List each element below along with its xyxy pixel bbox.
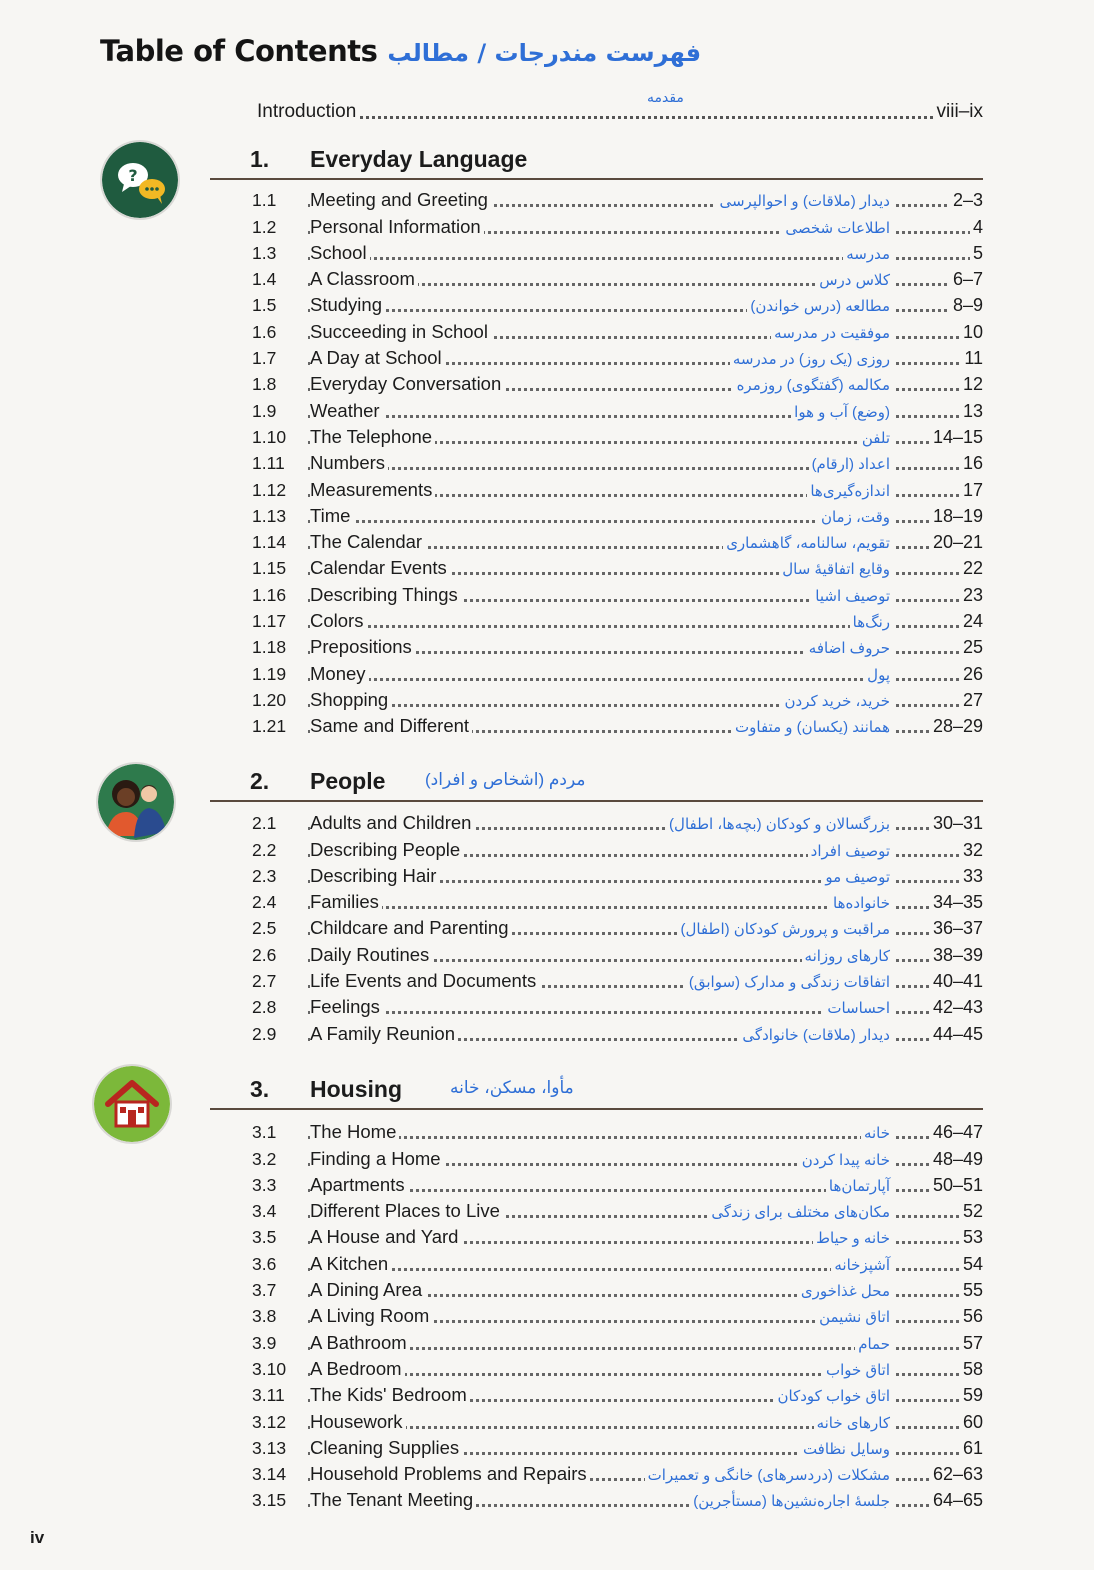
entry-number: 1.7 bbox=[252, 348, 277, 369]
toc-entry[interactable] bbox=[252, 864, 983, 890]
entry-title: Weather bbox=[310, 400, 383, 422]
toc-entry[interactable] bbox=[252, 1278, 983, 1304]
house-icon bbox=[94, 1066, 170, 1142]
entry-page: 13 bbox=[960, 401, 983, 422]
entry-title: Housework bbox=[310, 1411, 406, 1433]
toc-entry[interactable] bbox=[252, 1409, 983, 1435]
entry-page: 42–43 bbox=[930, 997, 983, 1018]
entry-number: 3.2 bbox=[252, 1148, 277, 1169]
entry-title: Daily Routines bbox=[310, 944, 432, 966]
entry-page: 60 bbox=[960, 1412, 983, 1433]
entry-number: 3.15 bbox=[252, 1490, 287, 1511]
entry-title-persian: وقت، زمان bbox=[818, 508, 893, 526]
entry-title: Different Places to Live bbox=[310, 1200, 503, 1222]
entry-page: 33 bbox=[960, 866, 983, 887]
toc-entry[interactable] bbox=[252, 319, 983, 345]
entry-title-persian: مطالعه (درس خواندن) bbox=[747, 297, 893, 315]
entry-title-persian: اندازه‌گیری‌ها bbox=[807, 482, 893, 500]
entry-title: Colors bbox=[310, 610, 366, 632]
entry-title: Calendar Events bbox=[310, 557, 450, 579]
entry-number: 2.3 bbox=[252, 865, 277, 886]
entry-title-persian: کارهای روزانه bbox=[802, 947, 893, 965]
entry-title-persian: حروف اضافه bbox=[806, 639, 893, 657]
toc-entry[interactable] bbox=[252, 1225, 983, 1251]
entry-page: 46–47 bbox=[930, 1122, 983, 1143]
entry-title-persian: مشکلات (دردسرهای) خانگی و تعمیرات bbox=[645, 1466, 893, 1484]
entry-number: 1.2 bbox=[252, 216, 277, 237]
toc-entry[interactable] bbox=[252, 372, 983, 398]
entry-page: 17 bbox=[960, 480, 983, 501]
entry-page: 64–65 bbox=[930, 1490, 983, 1511]
entry-page: 32 bbox=[960, 840, 983, 861]
toc-entry[interactable] bbox=[252, 1436, 983, 1462]
entry-page: 18–19 bbox=[930, 506, 983, 527]
entry-title-persian: دیدار (ملاقات) و احوالپرسی bbox=[716, 192, 893, 210]
entry-title-persian: حمام bbox=[855, 1335, 893, 1353]
entry-title-persian: اتفاقات زندگی و مدارک (سوابق) bbox=[686, 973, 893, 991]
toc-entry[interactable] bbox=[252, 1304, 983, 1330]
toc-entry[interactable] bbox=[252, 995, 983, 1021]
entry-page: 28–29 bbox=[930, 716, 983, 737]
entry-number: 1.8 bbox=[252, 374, 277, 395]
dot-leader bbox=[257, 116, 983, 119]
entry-number: 2.4 bbox=[252, 892, 277, 913]
entry-title-persian: توصیف اشیا bbox=[812, 587, 893, 605]
entry-title-persian: تقویم، سالنامه، گاهشماری bbox=[723, 534, 893, 552]
people-icon bbox=[98, 764, 174, 840]
toc-entry[interactable] bbox=[252, 1330, 983, 1356]
entry-title-persian: خانه و حیاط bbox=[813, 1229, 893, 1247]
entry-page: 34–35 bbox=[930, 892, 983, 913]
entry-page: 36–37 bbox=[930, 918, 983, 939]
entry-title-persian: اتاق خواب bbox=[823, 1361, 893, 1379]
entry-page: 62–63 bbox=[930, 1464, 983, 1485]
entry-title: Prepositions bbox=[310, 636, 415, 658]
entry-title: Apartments bbox=[310, 1174, 408, 1196]
entry-page: 59 bbox=[960, 1385, 983, 1406]
entry-title: Measurements bbox=[310, 479, 435, 501]
entry-title-persian: پول bbox=[864, 666, 893, 684]
entry-number: 3.10 bbox=[252, 1358, 287, 1379]
entry-number: 1.21 bbox=[252, 716, 287, 737]
entry-number: 1.15 bbox=[252, 558, 287, 579]
entry-title: The Calendar bbox=[310, 531, 425, 553]
toc-entry[interactable] bbox=[252, 214, 983, 240]
entry-number: 3.11 bbox=[252, 1385, 285, 1406]
entry-number: 3.12 bbox=[252, 1411, 287, 1432]
toc-entry[interactable] bbox=[252, 942, 983, 968]
toc-entry[interactable] bbox=[252, 477, 983, 503]
toc-entry[interactable] bbox=[252, 969, 983, 995]
entry-number: 1.11 bbox=[252, 453, 285, 474]
toc-entry[interactable] bbox=[252, 556, 983, 582]
introduction-row[interactable] bbox=[257, 89, 983, 125]
entry-number: 1.19 bbox=[252, 663, 287, 684]
introduction-pages: viii–ix bbox=[933, 101, 983, 123]
entry-title: Time bbox=[310, 505, 353, 527]
entry-number: 1.10 bbox=[252, 426, 287, 447]
entry-number: 3.5 bbox=[252, 1227, 277, 1248]
entry-number: 1.20 bbox=[252, 689, 287, 710]
entry-number: 1.9 bbox=[252, 400, 277, 421]
entry-title-persian: وسایل نظافت bbox=[800, 1440, 893, 1458]
entry-page: 8–9 bbox=[950, 295, 983, 316]
entry-number: 1.4 bbox=[252, 269, 277, 290]
svg-text:?: ? bbox=[128, 166, 138, 185]
entry-title-persian: مدرسه bbox=[843, 245, 893, 263]
entry-page: 10 bbox=[960, 322, 983, 343]
entry-number: 1.3 bbox=[252, 242, 277, 263]
speech-bubbles-icon bbox=[102, 142, 178, 218]
entry-title-persian: آشپزخانه bbox=[831, 1256, 893, 1274]
entry-page: 23 bbox=[960, 585, 983, 606]
entry-page: 25 bbox=[960, 637, 983, 658]
entry-page: 24 bbox=[960, 611, 983, 632]
entry-title: Numbers bbox=[310, 452, 388, 474]
entry-number: 3.8 bbox=[252, 1306, 277, 1327]
entry-title-persian: (وضع) آب و هوا bbox=[791, 403, 893, 421]
entry-number: 3.1 bbox=[252, 1122, 277, 1143]
entry-title: Childcare and Parenting bbox=[310, 917, 512, 939]
section-rule bbox=[210, 1108, 983, 1110]
entry-number: 1.18 bbox=[252, 637, 287, 658]
entry-title-persian: آپارتمان‌ها bbox=[826, 1177, 893, 1195]
toc-list-section-3 bbox=[252, 1120, 983, 1514]
entry-title-persian: خانه bbox=[861, 1124, 893, 1142]
toc-entry[interactable] bbox=[252, 714, 983, 740]
entry-number: 3.6 bbox=[252, 1253, 277, 1274]
entry-title-persian: محل غذاخوری bbox=[798, 1282, 893, 1300]
section-header-people bbox=[210, 768, 983, 802]
entry-title: Money bbox=[310, 663, 369, 685]
section-title: Everyday Language bbox=[310, 146, 528, 172]
entry-title-persian: اتاق خواب کودکان bbox=[775, 1387, 894, 1405]
entry-title: The Tenant Meeting bbox=[310, 1489, 476, 1511]
toc-entry[interactable] bbox=[252, 425, 983, 451]
entry-title: Finding a Home bbox=[310, 1148, 444, 1170]
toc-entry[interactable] bbox=[252, 398, 983, 424]
entry-title: Personal Information bbox=[310, 216, 484, 238]
entry-title-persian: کارهای خانه bbox=[814, 1414, 893, 1432]
toc-entry[interactable] bbox=[252, 1199, 983, 1225]
entry-number: 3.14 bbox=[252, 1464, 287, 1485]
toc-list-section-2 bbox=[252, 811, 983, 1048]
section-header-everyday-language bbox=[210, 146, 983, 180]
toc-entry[interactable] bbox=[252, 293, 983, 319]
entry-title: A Classroom bbox=[310, 268, 418, 290]
entry-page: 6–7 bbox=[950, 269, 983, 290]
toc-entry[interactable] bbox=[252, 916, 983, 942]
toc-entry[interactable] bbox=[252, 661, 983, 687]
entry-title: A Kitchen bbox=[310, 1253, 391, 1275]
entry-title: Feelings bbox=[310, 996, 383, 1018]
entry-page: 61 bbox=[960, 1438, 983, 1459]
entry-title-persian: مکالمه (گفتگوی) روزمره bbox=[734, 376, 893, 394]
entry-title-persian: همانند (یکسان) و متفاوت bbox=[732, 718, 893, 736]
entry-title: Describing People bbox=[310, 839, 463, 861]
section-number: 3. bbox=[250, 1076, 270, 1102]
entry-title: The Telephone bbox=[310, 426, 435, 448]
entry-title: Everyday Conversation bbox=[310, 373, 504, 395]
introduction-label: Introduction bbox=[257, 101, 360, 123]
entry-title: Adults and Children bbox=[310, 812, 474, 834]
section-rule bbox=[210, 178, 983, 180]
section-title: People bbox=[310, 768, 386, 794]
entry-title-persian: توصیف مو bbox=[822, 868, 893, 886]
entry-title-persian: مراقبت و پرورش کودکان (اطفال) bbox=[677, 920, 893, 938]
entry-number: 1.1 bbox=[252, 190, 277, 211]
entry-number: 3.13 bbox=[252, 1437, 287, 1458]
entry-title: A Dining Area bbox=[310, 1279, 425, 1301]
entry-page: 5 bbox=[970, 243, 983, 264]
entry-page: 11 bbox=[961, 348, 983, 369]
entry-number: 1.16 bbox=[252, 584, 287, 605]
entry-title: Succeeding in School bbox=[310, 321, 491, 343]
entry-title: A Bathroom bbox=[310, 1332, 410, 1354]
entry-title-persian: دیدار (ملاقات) خانوادگی bbox=[739, 1026, 893, 1044]
entry-title: Life Events and Documents bbox=[310, 970, 539, 992]
toc-list-section-1 bbox=[252, 188, 983, 740]
toc-entry[interactable] bbox=[252, 188, 983, 214]
page-number: iv bbox=[30, 1528, 45, 1547]
entry-page: 12 bbox=[960, 374, 983, 395]
entry-page: 14–15 bbox=[930, 427, 983, 448]
toc-entry[interactable] bbox=[252, 267, 983, 293]
toc-entry[interactable] bbox=[252, 582, 983, 608]
entry-number: 1.12 bbox=[252, 479, 287, 500]
entry-page: 26 bbox=[960, 664, 983, 685]
toc-entry[interactable] bbox=[252, 1173, 983, 1199]
entry-number: 1.6 bbox=[252, 321, 277, 342]
entry-title: Describing Hair bbox=[310, 865, 439, 887]
entry-title-persian: اتاق نشیمن bbox=[816, 1308, 893, 1326]
entry-title: The Home bbox=[310, 1121, 399, 1143]
entry-number: 3.7 bbox=[252, 1280, 277, 1301]
entry-number: 2.9 bbox=[252, 1023, 277, 1044]
entry-title-persian: توصیف افراد bbox=[808, 842, 893, 860]
entry-page: 57 bbox=[960, 1333, 983, 1354]
entry-title: A Family Reunion bbox=[310, 1023, 458, 1045]
entry-title: A Day at School bbox=[310, 347, 445, 369]
section-title-persian: مأوا، مسکن، خانه bbox=[450, 1078, 574, 1097]
section-title-persian: مردم (اشخاص و افراد) bbox=[425, 770, 586, 789]
entry-page: 56 bbox=[960, 1306, 983, 1327]
toc-entry[interactable] bbox=[252, 1357, 983, 1383]
entry-page: 52 bbox=[960, 1201, 983, 1222]
entry-title: Cleaning Supplies bbox=[310, 1437, 462, 1459]
entry-number: 3.9 bbox=[252, 1332, 277, 1353]
entry-page: 55 bbox=[960, 1280, 983, 1301]
toc-entry[interactable] bbox=[252, 688, 983, 714]
entry-title-persian: اطلاعات شخصی bbox=[782, 219, 893, 237]
entry-title: The Kids' Bedroom bbox=[310, 1384, 470, 1406]
entry-title: Meeting and Greeting bbox=[310, 189, 491, 211]
title-persian: فهرست مندرجات / مطالب bbox=[387, 39, 702, 67]
toc-entry[interactable] bbox=[252, 890, 983, 916]
entry-title-persian: خرید، خرید کردن bbox=[782, 692, 893, 710]
toc-entry[interactable] bbox=[252, 1383, 983, 1409]
entry-number: 2.7 bbox=[252, 971, 277, 992]
toc-entry[interactable] bbox=[252, 837, 983, 863]
page-title bbox=[100, 34, 701, 68]
entry-title-persian: روزی (یک روز) در مدرسه bbox=[730, 350, 893, 368]
entry-title: A Bedroom bbox=[310, 1358, 405, 1380]
entry-title: Same and Different bbox=[310, 715, 472, 737]
toc-entry[interactable] bbox=[252, 1120, 983, 1146]
entry-title: Studying bbox=[310, 294, 385, 316]
entry-title: Describing Things bbox=[310, 584, 461, 606]
entry-page: 16 bbox=[960, 453, 983, 474]
entry-page: 58 bbox=[960, 1359, 983, 1380]
entry-number: 2.6 bbox=[252, 944, 277, 965]
title-english: Table of Contents bbox=[100, 34, 378, 68]
entry-title-persian: رنگ‌ها bbox=[850, 613, 893, 631]
entry-title-persian: موفقیت در مدرسه bbox=[771, 324, 893, 342]
entry-number: 1.17 bbox=[252, 611, 287, 632]
entry-title-persian: تلفن bbox=[859, 429, 893, 447]
entry-number: 1.5 bbox=[252, 295, 277, 316]
entry-page: 53 bbox=[960, 1227, 983, 1248]
section-number: 2. bbox=[250, 768, 270, 794]
entry-title-persian: مکان‌های مختلف برای زندگی bbox=[708, 1203, 893, 1221]
entry-page: 4 bbox=[970, 217, 983, 238]
entry-page: 27 bbox=[960, 690, 983, 711]
toc-entry[interactable] bbox=[252, 1488, 983, 1514]
entry-title: A Living Room bbox=[310, 1305, 432, 1327]
toc-entry[interactable] bbox=[252, 241, 983, 267]
toc-entry[interactable] bbox=[252, 609, 983, 635]
toc-entry[interactable] bbox=[252, 1021, 983, 1047]
entry-title-persian: احساسات bbox=[824, 999, 893, 1017]
entry-number: 2.8 bbox=[252, 997, 277, 1018]
toc-entry[interactable] bbox=[252, 504, 983, 530]
section-title: Housing bbox=[310, 1076, 402, 1102]
entry-title: A House and Yard bbox=[310, 1226, 461, 1248]
entry-title: School bbox=[310, 242, 370, 264]
entry-page: 50–51 bbox=[930, 1175, 983, 1196]
toc-entry[interactable] bbox=[252, 530, 983, 556]
entry-title-persian: اعداد (ارقام) bbox=[809, 455, 893, 473]
entry-number: 1.13 bbox=[252, 505, 287, 526]
entry-number: 2.2 bbox=[252, 839, 277, 860]
section-number: 1. bbox=[250, 146, 270, 172]
entry-page: 38–39 bbox=[930, 945, 983, 966]
entry-page: 40–41 bbox=[930, 971, 983, 992]
entry-number: 3.3 bbox=[252, 1174, 277, 1195]
entry-number: 3.4 bbox=[252, 1201, 277, 1222]
toc-entry[interactable] bbox=[252, 1251, 983, 1277]
toc-entry[interactable] bbox=[252, 1462, 983, 1488]
section-header-housing bbox=[210, 1076, 983, 1110]
entry-page: 20–21 bbox=[930, 532, 983, 553]
introduction-label-persian: مقدمه bbox=[647, 89, 684, 105]
entry-page: 48–49 bbox=[930, 1149, 983, 1170]
entry-number: 2.1 bbox=[252, 813, 277, 834]
entry-title-persian: خانه پیدا کردن bbox=[799, 1151, 893, 1169]
toc-entry[interactable] bbox=[252, 346, 983, 372]
entry-title: Household Problems and Repairs bbox=[310, 1463, 590, 1485]
toc-entry[interactable] bbox=[252, 635, 983, 661]
entry-title: Shopping bbox=[310, 689, 391, 711]
entry-page: 44–45 bbox=[930, 1024, 983, 1045]
entry-number: 1.14 bbox=[252, 532, 287, 553]
entry-title-persian: بزرگسالان و کودکان (بچه‌ها، اطفال) bbox=[666, 815, 893, 833]
toc-entry[interactable] bbox=[252, 811, 983, 837]
section-rule bbox=[210, 800, 983, 802]
entry-title-persian: خانواده‌ها bbox=[830, 894, 893, 912]
entry-page: 2–3 bbox=[950, 190, 983, 211]
entry-page: 30–31 bbox=[930, 813, 983, 834]
toc-entry[interactable] bbox=[252, 451, 983, 477]
toc-entry[interactable] bbox=[252, 1146, 983, 1172]
entry-title-persian: کلاس درس bbox=[816, 271, 893, 289]
entry-title-persian: وقایع اتفاقیهٔ سال bbox=[779, 560, 893, 578]
entry-title-persian: جلسهٔ اجاره‌نشین‌ها (مستأجرین) bbox=[690, 1492, 893, 1510]
entry-title: Families bbox=[310, 891, 382, 913]
entry-page: 22 bbox=[960, 558, 983, 579]
entry-number: 2.5 bbox=[252, 918, 277, 939]
entry-page: 54 bbox=[960, 1254, 983, 1275]
